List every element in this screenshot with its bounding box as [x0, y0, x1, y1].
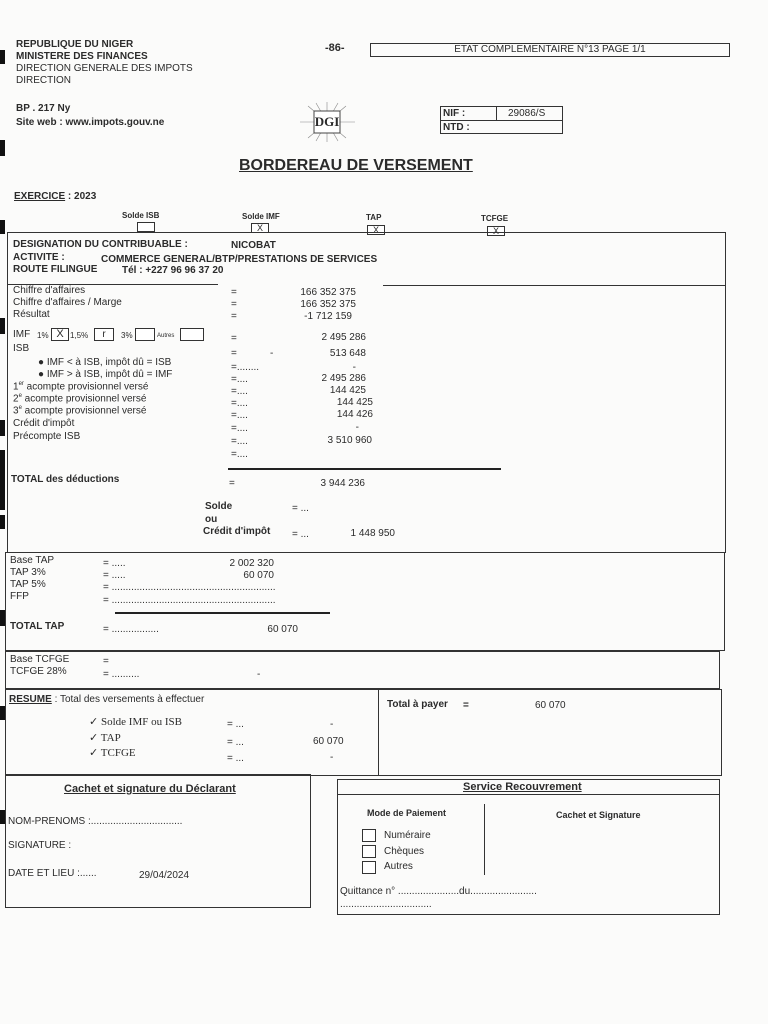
row-eq: = ...........................................................: [103, 582, 276, 593]
row-eq: =: [231, 311, 237, 322]
bp-text: BP . 217 Ny: [16, 103, 71, 114]
nom-prenoms-field[interactable]: NOM-PRENOMS :.................................: [8, 816, 183, 827]
option-label: Chèques: [384, 846, 425, 857]
checkbox-label: Solde ISB: [122, 211, 160, 220]
row-value: 513 648: [329, 348, 366, 359]
imf-rate2-box[interactable]: r: [94, 328, 114, 341]
designation-value: NICOBAT: [231, 240, 276, 251]
row-label: 3e acompte provisionnel versé: [13, 405, 147, 417]
row-value: 2 495 286: [321, 332, 366, 343]
checkbox-solde-isb[interactable]: [137, 222, 155, 232]
check-icon: ✓: [89, 732, 99, 744]
exercice-label: EXERCICE: [14, 191, 66, 202]
date-lieu-value[interactable]: 29/04/2024: [139, 870, 190, 881]
imf-rate2: 1,5%: [70, 331, 89, 340]
row-eq: = ...: [227, 737, 244, 748]
row-eq: =: [231, 287, 237, 298]
total-tap-eq: = .................: [103, 624, 159, 635]
binding-mark: [0, 450, 5, 510]
checkbox-label: Solde IMF: [242, 212, 280, 221]
row-label: Base TCFGE: [10, 654, 70, 665]
row-eq: = .....: [103, 570, 126, 581]
contact-block: [16, 102, 164, 130]
row-eq: = ...: [227, 753, 244, 764]
row-label: Crédit d'impôt: [13, 418, 75, 429]
resume-row: ✓ TCFGE: [89, 747, 136, 759]
imf-rate3-box[interactable]: [135, 328, 155, 341]
row-label: FFP: [10, 591, 29, 602]
website-text: Site web : www.impots.gouv.ne: [16, 117, 165, 128]
declarant-title: Cachet et signature du Déclarant: [64, 783, 236, 795]
exercice-sep: :: [65, 191, 75, 202]
date-lieu-label: DATE ET LIEU :......: [8, 868, 97, 879]
row-value: -: [355, 422, 359, 433]
binding-mark: [0, 420, 5, 436]
ou-label: ou: [205, 514, 218, 525]
checkbox-tap[interactable]: X: [367, 225, 385, 235]
total-tap-label: TOTAL TAP: [10, 621, 65, 632]
row-value: 166 352 375: [300, 299, 356, 310]
resume-label: RESUME: [9, 694, 52, 705]
resume-row: ✓ TAP: [89, 732, 121, 744]
binding-mark: [0, 50, 5, 64]
row-value: 166 352 375: [300, 287, 356, 298]
row-eq: =....: [231, 449, 248, 460]
row-value: 2 495 286: [321, 373, 366, 384]
total-payer-eq: =: [463, 700, 469, 711]
logo-text: DGI: [314, 114, 340, 129]
credit-impot-eq: = ...: [292, 529, 309, 540]
resume-text: : Total des versements à effectuer: [51, 694, 205, 705]
row-eq: =....: [231, 423, 248, 434]
imf-other: Autres: [157, 333, 175, 339]
row-label: 1er acompte provisionnel versé: [13, 381, 149, 393]
dgi-logo: [290, 100, 365, 144]
row-label: Chiffre d'affaires / Marge: [13, 297, 122, 308]
row-eq: = ...........................................................: [103, 595, 276, 606]
row-eq: =: [231, 333, 237, 344]
row-value: 60 070: [243, 570, 274, 581]
row-eq: =....: [231, 386, 248, 397]
row-label: Résultat: [13, 309, 50, 320]
quittance-field[interactable]: Quittance n° ......................du........................: [340, 886, 537, 897]
row-eq: =: [103, 656, 109, 667]
resume-heading: [9, 694, 204, 705]
row-eq: =........: [231, 362, 260, 373]
checkbox-label: TAP: [366, 213, 382, 222]
imf-rate1: 1%: [37, 331, 49, 340]
row-label: TAP 5%: [10, 579, 46, 590]
binding-mark: [0, 140, 5, 156]
cheques-checkbox[interactable]: [362, 845, 376, 858]
row-label: Base TAP: [10, 555, 55, 566]
row-dash: -: [270, 348, 274, 359]
row-eq: = ..........: [103, 669, 140, 680]
address: ROUTE FILINGUE: [13, 264, 98, 275]
checkbox-label: TCFGE: [481, 214, 509, 223]
checkbox-solde-imf[interactable]: X: [251, 223, 269, 233]
activite-label: ACTIVITE :: [13, 252, 65, 263]
binding-mark: [0, 515, 5, 529]
row-label: ● IMF < à ISB, impôt dû = ISB: [38, 357, 172, 368]
recouvrement-title: Service Recouvrement: [463, 781, 582, 793]
row-value: -: [330, 719, 334, 730]
org-line: DIRECTION: [16, 75, 71, 86]
activite-value: COMMERCE GENERAL/BTP/PRESTATIONS DE SERVICES: [101, 254, 378, 265]
signature-field[interactable]: SIGNATURE :: [8, 840, 72, 851]
row-eq: = .....: [103, 558, 126, 569]
row-value: -: [257, 669, 261, 680]
credit-impot-label: Crédit d'impôt: [203, 526, 271, 537]
row-value: -: [330, 752, 334, 763]
option-label: Autres: [384, 861, 413, 872]
row-label: ● IMF > à ISB, impôt dû = IMF: [38, 369, 173, 380]
credit-impot-value: 1 448 950: [350, 528, 395, 539]
total-deductions-value: 3 944 236: [320, 478, 365, 489]
row-value: 2 002 320: [229, 558, 274, 569]
row-eq: =: [231, 299, 237, 310]
numeraire-checkbox[interactable]: [362, 829, 376, 842]
total-deductions-label: TOTAL des déductions: [11, 474, 120, 485]
row-eq: =....: [231, 398, 248, 409]
row-eq: = ...: [227, 719, 244, 730]
solde-eq: = ...: [292, 503, 309, 514]
nif-label: NIF :: [443, 108, 466, 119]
row-label: Chiffre d'affaires: [13, 285, 86, 296]
org-line: MINISTERE DES FINANCES: [16, 51, 148, 62]
exercice: [14, 191, 96, 202]
row-value: 144 426: [336, 409, 373, 420]
row-value: 144 425: [329, 385, 366, 396]
org-line: DIRECTION GENERALE DES IMPOTS: [16, 63, 193, 74]
row-value: 60 070: [313, 736, 344, 747]
imf-rate1-box[interactable]: X: [51, 328, 69, 341]
option-label: Numéraire: [384, 830, 431, 841]
total-tap-value: 60 070: [267, 624, 298, 635]
row-label: Précompte ISB: [13, 431, 81, 442]
org-line: REPUBLIQUE DU NIGER: [16, 39, 134, 50]
row-eq: =....: [231, 410, 248, 421]
check-icon: ✓: [89, 747, 99, 759]
autres-checkbox[interactable]: [362, 861, 376, 874]
row-value: 144 425: [336, 397, 373, 408]
row-label: IMF: [13, 329, 31, 340]
phone: Tél : +227 96 96 37 20: [122, 265, 224, 276]
mode-paiement-label: Mode de Paiement: [367, 808, 447, 818]
solde-label: Solde: [205, 501, 233, 512]
row-label: TAP 3%: [10, 567, 46, 578]
org-block: [16, 39, 193, 87]
ntd-label: NTD :: [443, 122, 470, 133]
quittance-field-continued: .................................: [340, 899, 432, 910]
row-label: ISB: [13, 343, 30, 354]
imf-other-box[interactable]: [180, 328, 204, 341]
cachet-signature-label: Cachet et Signature: [556, 810, 641, 820]
binding-mark: [0, 220, 5, 234]
row-eq: =: [231, 348, 237, 359]
row-eq: =....: [231, 374, 248, 385]
checkbox-tcfge[interactable]: X: [487, 226, 505, 236]
row-eq: =....: [231, 436, 248, 447]
imf-rate3: 3%: [121, 331, 133, 340]
total-payer-value: 60 070: [535, 700, 566, 711]
nif-value: 29086/S: [508, 108, 546, 119]
check-icon: ✓: [89, 716, 99, 728]
row-label: 2e acompte provisionnel versé: [13, 393, 147, 405]
resume-row: ✓ Solde IMF ou ISB: [89, 716, 182, 728]
row-label: TCFGE 28%: [10, 666, 67, 677]
exercice-value: 2023: [74, 191, 97, 202]
row-value: -: [352, 362, 356, 373]
total-deductions-eq: =: [229, 478, 235, 489]
binding-mark: [0, 318, 5, 334]
form-title: ETAT COMPLEMENTAIRE N°13 PAGE 1/1: [454, 44, 646, 55]
row-value: -1 712 159: [304, 311, 352, 322]
row-value: 3 510 960: [327, 435, 372, 446]
page-title: BORDEREAU DE VERSEMENT: [239, 157, 473, 174]
total-payer-label: Total à payer: [387, 699, 448, 710]
page-number: -86-: [325, 42, 345, 54]
designation-label: DESIGNATION DU CONTRIBUABLE :: [13, 239, 188, 250]
